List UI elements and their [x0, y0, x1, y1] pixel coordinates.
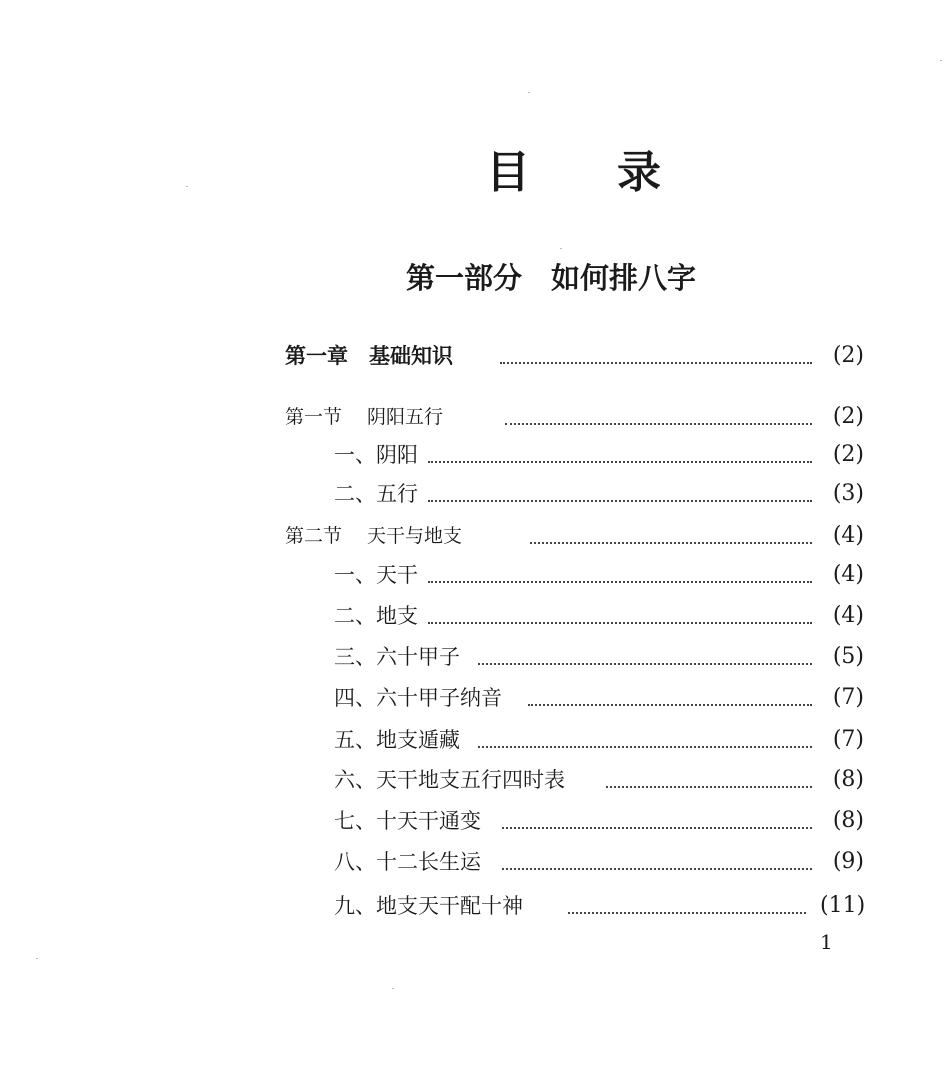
toc-entry-page: (7): [832, 727, 864, 752]
toc-entry[interactable]: [0, 336, 947, 376]
toc-entry[interactable]: [0, 596, 947, 636]
toc-entry[interactable]: [0, 678, 947, 718]
toc-entry-page: (4): [832, 603, 864, 628]
toc-title-char-1: 目: [486, 147, 530, 198]
dot-leader: [502, 868, 812, 870]
toc-entry-label: 三、六十甲子: [334, 637, 464, 677]
toc-entry-label: 二、五行: [334, 474, 422, 514]
toc-entry-page: (11): [820, 893, 866, 918]
scan-speck: [392, 988, 394, 989]
toc-entry-label: 一、阴阳: [334, 435, 422, 475]
dot-leader: [428, 622, 812, 624]
toc-entry-page: (2): [832, 404, 864, 429]
toc-entry-label: 七、十天干通变: [334, 801, 485, 841]
toc-entry-label: 九、地支天干配十神: [334, 886, 527, 926]
toc-entry-label: 第一节 阴阳五行: [285, 397, 447, 437]
dot-leader: [606, 786, 812, 788]
scan-speck: [186, 186, 188, 187]
scan-speck: [940, 60, 942, 61]
toc-entry-label: 六、天干地支五行四时表: [334, 760, 569, 800]
toc-entry-page: (2): [832, 343, 864, 368]
toc-entry-label: 第一章 基础知识: [285, 336, 457, 376]
page-number: 1: [820, 930, 833, 954]
toc-entry-page: (2): [832, 442, 864, 467]
dot-leader: [428, 500, 812, 502]
toc-entry-page: (5): [832, 644, 864, 669]
dot-leader: [502, 827, 812, 829]
dot-leader: [500, 362, 812, 364]
dot-leader: [505, 423, 812, 425]
dot-leader: [478, 663, 812, 665]
toc-entry[interactable]: [0, 760, 947, 800]
toc-title-char-2: 录: [617, 147, 661, 198]
toc-entry-page: (8): [832, 767, 864, 792]
toc-entry[interactable]: [0, 435, 947, 475]
toc-entry-label: 八、十二长生运: [334, 842, 485, 882]
dot-leader: [478, 746, 812, 748]
dot-leader: [428, 461, 812, 463]
toc-entry-page: (4): [832, 562, 864, 587]
toc-entry-label: 第二节 天干与地支: [285, 516, 466, 556]
toc-entry[interactable]: [0, 801, 947, 841]
dot-leader: [428, 581, 812, 583]
toc-entry-page: (7): [832, 685, 864, 710]
toc-entry-page: (3): [832, 481, 864, 506]
toc-entry-page: (9): [832, 849, 864, 874]
toc-entry[interactable]: [0, 842, 947, 882]
toc-entry-label: 一、天干: [334, 555, 422, 595]
toc-entry[interactable]: [0, 637, 947, 677]
toc-entry-label: 四、六十甲子纳音: [334, 678, 506, 718]
dot-leader: [530, 542, 812, 544]
toc-entry[interactable]: [0, 516, 947, 556]
scan-speck: [36, 958, 38, 959]
toc-entry[interactable]: [0, 555, 947, 595]
toc-entry-label: 五、地支遁藏: [334, 720, 464, 760]
toc-entry-label: 二、地支: [334, 596, 422, 636]
toc-title: [0, 143, 947, 203]
toc-entry[interactable]: [0, 720, 947, 760]
toc-entry[interactable]: [0, 474, 947, 514]
dot-leader: [528, 704, 812, 706]
scan-speck: [528, 92, 530, 93]
dot-leader: [568, 912, 806, 914]
toc-entry-page: (4): [832, 523, 864, 548]
toc-entry[interactable]: [0, 886, 947, 926]
toc-entry-page: (8): [832, 808, 864, 833]
part-heading: 第一部分 如何排八字: [406, 261, 697, 295]
toc-entry[interactable]: [0, 397, 947, 437]
scan-speck: [560, 248, 562, 249]
